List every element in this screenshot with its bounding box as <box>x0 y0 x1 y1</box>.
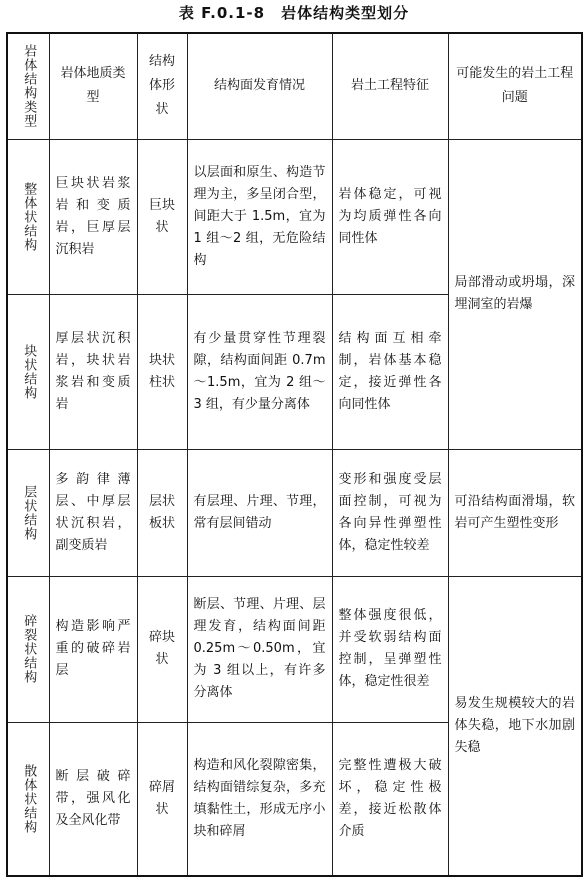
row-geology-cell: 厚层状沉积岩，块状岩浆岩和变质岩 <box>49 294 137 449</box>
row-shape-cell: 块状柱状 <box>137 294 187 449</box>
row-problems-cell: 可沿结构面滑塌，软岩可产生塑性变形 <box>448 449 582 576</box>
header-row <box>7 33 582 139</box>
row-type-cell: 碎裂状结构 <box>7 576 49 722</box>
row-geology-cell: 断层破碎带，强风化及全风化带 <box>49 722 137 876</box>
row-type-cell: 散体状结构 <box>7 722 49 876</box>
row-shape-cell: 层状板状 <box>137 449 187 576</box>
table-title: 表 F.0.1-8 岩体结构类型划分 <box>178 4 410 22</box>
row-planes-cell: 以层面和原生、构造节理为主，多呈闭合型，间距大于 1.5m，宜为 1 组～2 组，无危险结构 <box>187 139 332 294</box>
row-features-cell: 岩体稳定，可视为均质弹性各向同性体 <box>332 139 448 294</box>
header-geology-type: 岩体地质类型 <box>49 33 137 139</box>
row-planes-cell: 有层理、片理、节理，常有层间错动 <box>187 449 332 576</box>
row-shape-cell: 碎屑状 <box>137 722 187 876</box>
row-planes-cell: 断层、节理、片理、层理发育，结构面间距 0.25m～0.50m，宜为 3 组以上，有许多分离体 <box>187 576 332 722</box>
merged-problems-cell-1: 局部滑动或坍塌，深埋洞室的岩爆 <box>448 139 582 449</box>
row-shape-cell: 碎块状 <box>137 576 187 722</box>
row-geology-cell: 巨块状岩浆岩和变质岩，巨厚层沉积岩 <box>49 139 137 294</box>
header-structure-type: 岩体结构类型 <box>7 33 49 139</box>
row-geology-cell: 多韵律薄层、中厚层状沉积岩，副变质岩 <box>49 449 137 576</box>
header-features: 岩土工程特征 <box>332 33 448 139</box>
merged-problems-cell-2: 易发生规模较大的岩体失稳，地下水加剧失稳 <box>448 576 582 876</box>
row-features-cell: 整体强度很低，并受软弱结构面控制，呈弹塑性体，稳定性很差 <box>332 576 448 722</box>
row-geology-cell: 构造影响严重的破碎岩层 <box>49 576 137 722</box>
row-type-cell: 块状结构 <box>7 294 49 449</box>
row-features-cell: 完整性遭极大破坏，稳定性极差，接近松散体介质 <box>332 722 448 876</box>
table-row <box>7 139 582 294</box>
header-planes: 结构面发育情况 <box>187 33 332 139</box>
table-row <box>7 449 582 576</box>
header-problems: 可能发生的岩土工程问题 <box>448 33 582 139</box>
row-type-cell: 层状结构 <box>7 449 49 576</box>
row-features-cell: 变形和强度受层面控制，可视为各向异性弹塑性体，稳定性较差 <box>332 449 448 576</box>
row-type-cell: 整体状结构 <box>7 139 49 294</box>
rock-structure-table <box>6 32 583 877</box>
row-shape-cell: 巨块状 <box>137 139 187 294</box>
row-features-cell: 结构面互相牵制，岩体基本稳定，接近弹性各向同性体 <box>332 294 448 449</box>
row-planes-cell: 有少量贯穿性节理裂隙，结构面间距 0.7m～1.5m，宜为 2 组～3 组，有少量分离体 <box>187 294 332 449</box>
table-row <box>7 576 582 722</box>
row-planes-cell: 构造和风化裂隙密集，结构面错综复杂，多充填黏性土，形成无序小块和碎屑 <box>187 722 332 876</box>
header-shape: 结构体形状 <box>137 33 187 139</box>
